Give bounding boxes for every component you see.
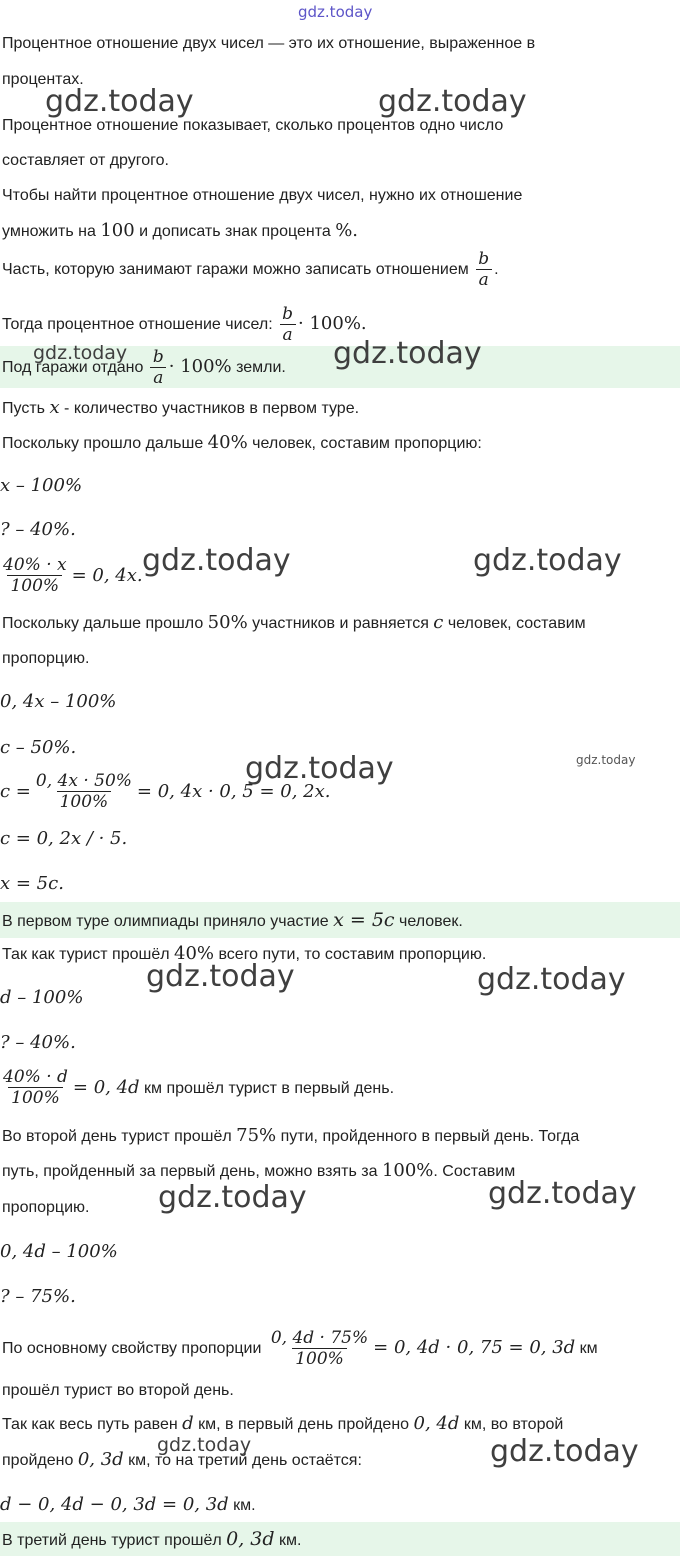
equation-lhs: c = [0,781,31,802]
math-percent: 50% [207,612,248,633]
text-fragment: Так как турист прошёл [2,946,175,963]
text-fragment: Тогда процентное отношение чисел: [2,316,278,333]
proportion-row: ? – 40%. [0,519,76,540]
fraction-numerator: b [152,346,164,367]
fraction-numerator: 0, 4x · 50% [35,771,132,791]
text-line: пропорцию. [2,1199,90,1216]
math-variable: c [433,612,444,633]
text-fragment: В первом туре олимпиады приняло участие [2,913,334,930]
text-fragment: км. [228,1497,256,1514]
text-fragment: человек. [394,913,463,930]
math-expression: 0, 3d [226,1528,275,1550]
watermark: gdz.today [576,753,636,767]
math-expression: · 100% [168,356,232,377]
equation-row [0,556,143,596]
fraction-denominator: 100% [292,1348,347,1369]
equation-row: c = 0, 2x / · 5. [0,828,128,849]
text-line [0,1126,680,1147]
text-fragment: Во второй день турист прошёл [2,1128,237,1145]
text-fragment: - количество участников в первом туре. [59,400,360,417]
watermark: gdz.today [477,962,626,997]
fraction-numerator: 40% · x [3,555,67,575]
watermark: gdz.today [45,84,194,119]
text-fragment: путь, пройденный за первый день, можно взять за [2,1163,382,1180]
text-fragment: всего пути, то составим пропорцию. [214,946,487,963]
proportion-row: d – 100% [0,987,84,1008]
text-line [0,613,680,634]
text-line: Часть, которую занимают гаражи можно записать отношением $\frac{b}{a}$ . [2,248,499,290]
math-percent: 40% [174,943,215,964]
math-variable: d [182,1413,194,1434]
math-percent: 40% [207,432,248,453]
watermark: gdz.today [490,1434,639,1469]
text-fragment: По основному свойству пропорции [2,1340,266,1357]
equation-result: = 0, 4x · 0, 5 = 0, 2x. [136,781,331,802]
fraction [33,772,135,812]
fraction-denominator: a [280,324,296,345]
text-fragment: Часть, которую занимают гаражи можно записать отношением [2,261,474,278]
math-expression: · 100%. [298,313,367,334]
proportion-row: 0, 4d – 100% [0,1241,118,1262]
watermark-top: gdz.today [298,3,373,21]
text-line [0,398,680,419]
fraction-denominator: 100% [7,575,62,596]
fraction [0,1068,71,1108]
text-line: Чтобы найти процентное отношение двух чисел, нужно их отношение [2,187,523,204]
proportion-row: ? – 75%. [0,1286,76,1307]
fraction-b-over-a [475,250,492,290]
text-fragment: участников и равняется [247,615,434,632]
text-fragment: умножить на [2,223,101,240]
proportion-row: x – 100% [0,475,83,496]
fraction-denominator: a [150,367,166,388]
text-line: Процентное отношение показывает, сколько процентов одно число [2,117,504,134]
fraction-b-over-a [279,305,296,345]
text-fragment: км. [274,1532,302,1549]
equation-row [0,1494,256,1515]
text-fragment: и дописать знак процента [134,223,336,240]
text-fragment: Поскольку прошло дальше [2,435,208,452]
text-line [0,221,680,242]
text-fragment: В третий день турист прошёл [2,1532,227,1549]
fraction-denominator: a [476,269,492,290]
text-line: прошёл турист во второй день. [2,1382,234,1399]
equation-result: = 0, 4d · 0, 75 = 0, 3d [373,1337,576,1358]
fraction [268,1329,371,1369]
math-percent: 75% [236,1125,277,1146]
watermark: gdz.today [378,84,527,119]
text-fragment: Так как весь путь равен [2,1416,183,1433]
equation-result: = 0, 4d [72,1077,140,1098]
text-fragment: км, то на третий день остаётся: [123,1452,362,1469]
text-fragment: км, в первый день пройдено [193,1416,414,1433]
proportion-row: ? – 40%. [0,1032,76,1053]
text-fragment: Пусть [2,400,50,417]
equation: d − 0, 4d − 0, 3d = 0, 3d [0,1494,229,1515]
math-expression: 0, 4d [413,1413,460,1434]
text-fragment: км прошёл турист в первый день. [139,1080,395,1097]
math-expression: 0, 3d [77,1449,124,1470]
answer-line [0,910,680,932]
fraction-numerator: b [478,248,490,269]
text-fragment: пройдено [2,1452,78,1469]
text-fragment: км, во второй [459,1416,564,1433]
text-fragment: человек, составим пропорцию: [247,435,482,452]
math-number: 100 [100,220,135,241]
proportion-row: c – 50%. [0,737,77,758]
answer-line [0,1529,680,1551]
text-line: составляет от другого. [2,152,169,169]
fraction [0,556,70,596]
watermark: gdz.today [157,1434,252,1456]
watermark: gdz.today [245,751,394,786]
watermark: gdz.today [142,543,291,578]
text-fragment: Поскольку дальше прошло [2,615,208,632]
watermark: gdz.today [158,1180,307,1215]
text-line [0,1414,680,1435]
math-expression: x = 5c [333,909,395,931]
text-fragment: земли. [231,359,286,376]
math-percent: 100% [381,1160,434,1181]
fraction-numerator: 40% · d [3,1067,68,1087]
watermark: gdz.today [473,543,622,578]
math-variable: x [49,397,60,418]
text-fragment: км [575,1340,598,1357]
equation-row: x = 5c. [0,873,64,894]
watermark: gdz.today [333,336,482,371]
text-fragment: человек, составим [443,615,586,632]
proportion-row: 0, 4x – 100% [0,691,117,712]
equation-row [0,1068,394,1108]
text-line: процентах. [2,71,84,88]
equation-result: = 0, 4x. [71,565,143,586]
fraction-b-over-a [150,348,167,388]
fraction-numerator: 0, 4d · 75% [270,1327,369,1348]
text-line [0,433,680,454]
fraction-numerator: b [282,303,294,324]
watermark: gdz.today [146,959,295,994]
text-fragment: пути, пройденного в первый день. Тогда [276,1128,580,1145]
math-percent: %. [335,220,359,241]
text-fragment: Под гаражи отдано [2,359,148,376]
fraction-denominator: 100% [8,1087,63,1108]
watermark: gdz.today [488,1176,637,1211]
text-line: пропорцию. [2,650,90,667]
text-line: Процентное отношение двух чисел — это их отношение, выраженное в [2,35,536,52]
text-line [0,1322,680,1374]
text-fragment: . Составим [433,1163,516,1180]
fraction-denominator: 100% [57,791,112,812]
watermark: gdz.today [33,342,128,364]
